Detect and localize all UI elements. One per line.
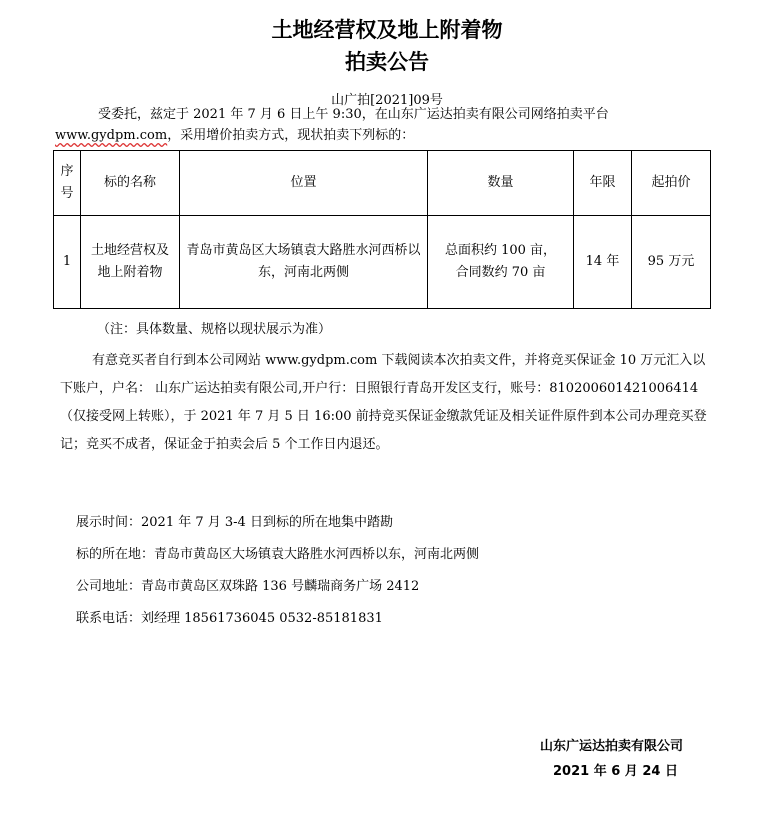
cell-quantity <box>428 216 574 309</box>
intro-line-1: 受委托，兹定于 2021 年 7 月 6 日上午 9:30，在山东广运达拍卖有限公司网络拍卖平台 <box>98 107 609 122</box>
cell-location: 青岛市黄岛区大场镇袁大路胜水河西桥以东，河南北两侧 <box>180 216 428 309</box>
header-cell-name: 标的名称 <box>81 151 180 216</box>
exhibition-time: 展示时间：2021 年 7 月 3-4 日到标的所在地集中踏勘 <box>76 515 393 530</box>
bidding-instructions: 有意竞买者自行到本公司网站 www.gydpm.com 下载阅读本次拍卖文件，并将竞买保证金 10 万元汇入以下账户，户名： 山东广运达拍卖有限公司,开户行：日照银行青岛开发区支行，账号：810200601421006414（仅接受网上转账），于 2021 年 7 月 5 日 16:00 前持竞买保证金缴款凭证及相关证件原件到本公司办理竞买登记；竞买不成者，保证金于拍卖会后 5 个工作日内退还。 <box>60 353 707 452</box>
announcement-title: 土地经营权及地上附着物 <box>271 18 503 42</box>
company-address: 公司地址：青岛市黄岛区双珠路 136 号麟瑞商务广场 2412 <box>76 579 420 594</box>
document-number: 山广拍[2021]09号 <box>331 93 443 108</box>
header-cell-start-price: 起拍价 <box>632 151 711 216</box>
contact-phone: 联系电话：刘经理 18561736045 0532-85181831 <box>76 611 383 626</box>
table-row <box>54 216 711 309</box>
cell-term: 14 年 <box>574 216 632 309</box>
lot-location: 标的所在地：青岛市黄岛区大场镇袁大路胜水河西桥以东，河南北两侧 <box>76 547 480 562</box>
intro-url: www.gydpm.com <box>55 128 168 143</box>
header-cell-term: 年限 <box>574 151 632 216</box>
intro-line-2 <box>55 125 414 147</box>
signature-date: 2021 年 6 月 24 日 <box>553 764 678 779</box>
intro-line-2-rest: ，采用增价拍卖方式，现状拍卖下列标的： <box>167 128 415 143</box>
table-header-row <box>54 151 711 216</box>
table-note: （注：具体数量、规格以现状展示为准） <box>97 322 332 337</box>
cell-quantity-line-2: 合同数约 70 亩 <box>455 265 546 280</box>
cell-quantity-line-1: 总面积约 100 亩， <box>444 243 557 258</box>
signature-company: 山东广运达拍卖有限公司 <box>540 739 684 754</box>
cell-no: 1 <box>54 216 81 309</box>
cell-start-price: 95 万元 <box>632 216 711 309</box>
lots-table <box>53 150 711 309</box>
header-cell-no: 序号 <box>54 151 81 216</box>
cell-name: 土地经营权及地上附着物 <box>81 216 180 309</box>
header-cell-quantity: 数量 <box>428 151 574 216</box>
announcement-subtitle: 拍卖公告 <box>345 50 429 74</box>
header-cell-location: 位置 <box>180 151 428 216</box>
